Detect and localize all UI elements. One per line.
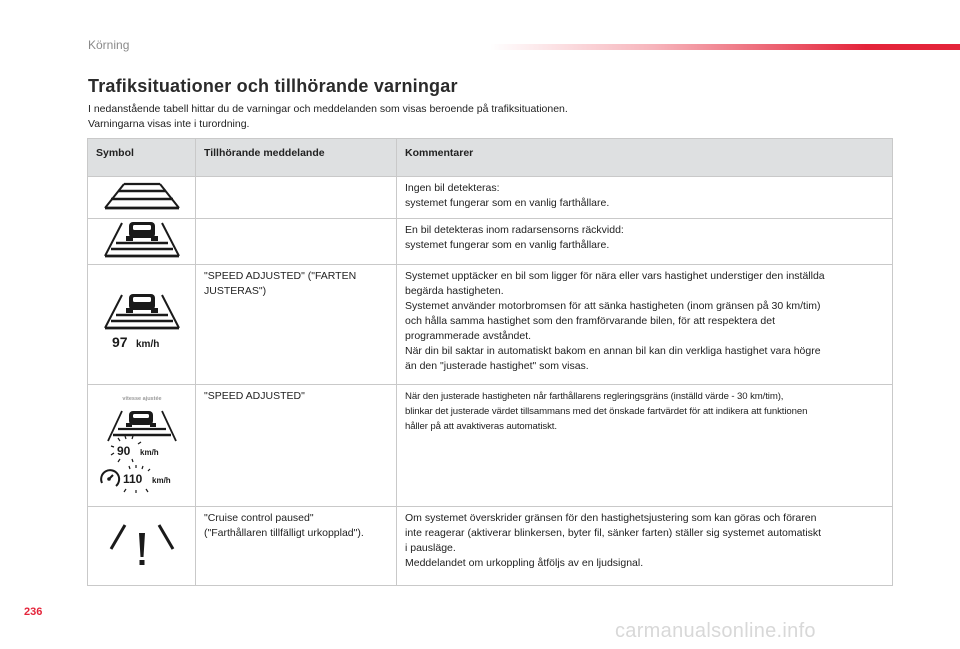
message-cell [196,177,397,219]
header-accent-bar [490,44,960,50]
symbol-cell [88,507,196,586]
message-cell [196,219,397,265]
symbol-cell [88,177,196,219]
intro-line-2: Varningarna visas inte i turordning. [88,118,250,130]
comment-line: och hålla samma hastighet som den framförvarande bilen, för att respektera det [405,315,776,327]
comment-cell [397,507,893,586]
table-header-row [88,139,893,177]
comment-line: Om systemet överskrider gränsen för den hastighetsjustering som kan göras och föraren [405,512,817,524]
message-line: JUSTERAS") [204,285,267,297]
comment-cell [397,219,893,265]
table-row [88,385,893,507]
comment-line: i pausläge. [405,542,456,554]
comment-line: När den justerade hastigheten når farthållarens regleringsgräns (inställd värde - 30 km/tim), [405,391,784,402]
section-label: Körning [88,38,130,52]
intro-line-1: I nedanstående tabell hittar du de varningar och meddelanden som visas beroende på trafiksituationen. [88,103,568,115]
intro-text [88,102,568,132]
header-symbol: Symbol [88,139,196,177]
comment-cell [397,385,893,507]
header-comment: Kommentarer [397,139,893,177]
header-message: Tillhörande meddelande [196,139,397,177]
warnings-table [87,138,893,586]
speed-adjusted-display-label: vitesse ajustée [121,396,162,402]
message-line: "Cruise control paused" [204,512,314,524]
message-cell [196,507,397,586]
comment-line: systemet fungerar som en vanlig farthållare. [405,197,610,209]
speed-unit: km/h [139,448,159,457]
comment-line: systemet fungerar som en vanlig farthållare. [405,239,610,251]
message-line: ("Farthållaren tillfälligt urkopplad"). [204,527,364,539]
comment-line: Systemet använder motorbromsen för att sänka hastigheten (inom gränsen på 30 km/tim) [405,300,821,312]
warning-exclamation-icon [107,519,177,569]
symbol-cell [88,219,196,265]
symbol-cell [88,265,196,385]
set-speed-value: 110 [122,472,142,486]
comment-line: Ingen bil detekteras: [405,182,500,194]
comment-line: En bil detekteras inom radarsensorns räckvidd: [405,224,624,236]
comment-line: begärda hastigheten. [405,285,504,297]
speed-unit: km/h [135,339,159,350]
comment-line: inte reagerar (aktiverar blinkersen, byter fil, sänker farten) ställer sig systemet automatiskt [405,527,822,539]
lane-lines-icon [102,178,182,212]
comment-line: programmerade avståndet. [405,330,532,342]
comment-line: Meddelandet om urkoppling åtföljs av en ljudsignal. [405,557,644,569]
comment-line: När din bil saktar in automatiskt bakom en annan bil kan din verkliga hastighet vara högre [405,345,821,357]
speed-unit: km/h [151,476,171,485]
watermark: carmanualsonline.info [615,620,816,642]
comment-cell [397,177,893,219]
table-row [88,219,893,265]
table-row [88,265,893,385]
comment-cell [397,265,893,385]
comment-line: blinkar det justerade värdet tillsammans med det önskade fartvärdet för att indikera att funktionen [405,406,808,417]
comment-line: Systemet upptäcker en bil som ligger för nära eller vars hastighet understiger den inställda [405,270,825,282]
comment-line: än den "justerade hastighet" som visas. [405,360,589,372]
speed-adjusted-flashing-icon [96,391,188,495]
message-line: "SPEED ADJUSTED" ("FARTEN [204,270,357,282]
car-in-lane-icon [102,219,182,259]
comment-line: håller på att avaktiveras automatiskt. [405,421,557,432]
car-in-lane-speed-icon [100,291,184,353]
adjusted-speed-value: 90 [116,444,130,458]
message-cell: "SPEED ADJUSTED" [196,385,397,507]
table-row [88,507,893,586]
table-row [88,177,893,219]
adjusted-speed-value: 97 [111,334,128,350]
message-cell [196,265,397,385]
symbol-cell [88,385,196,507]
page-title: Trafiksituationer och tillhörande varningar [88,76,458,96]
page-number: 236 [24,606,43,618]
